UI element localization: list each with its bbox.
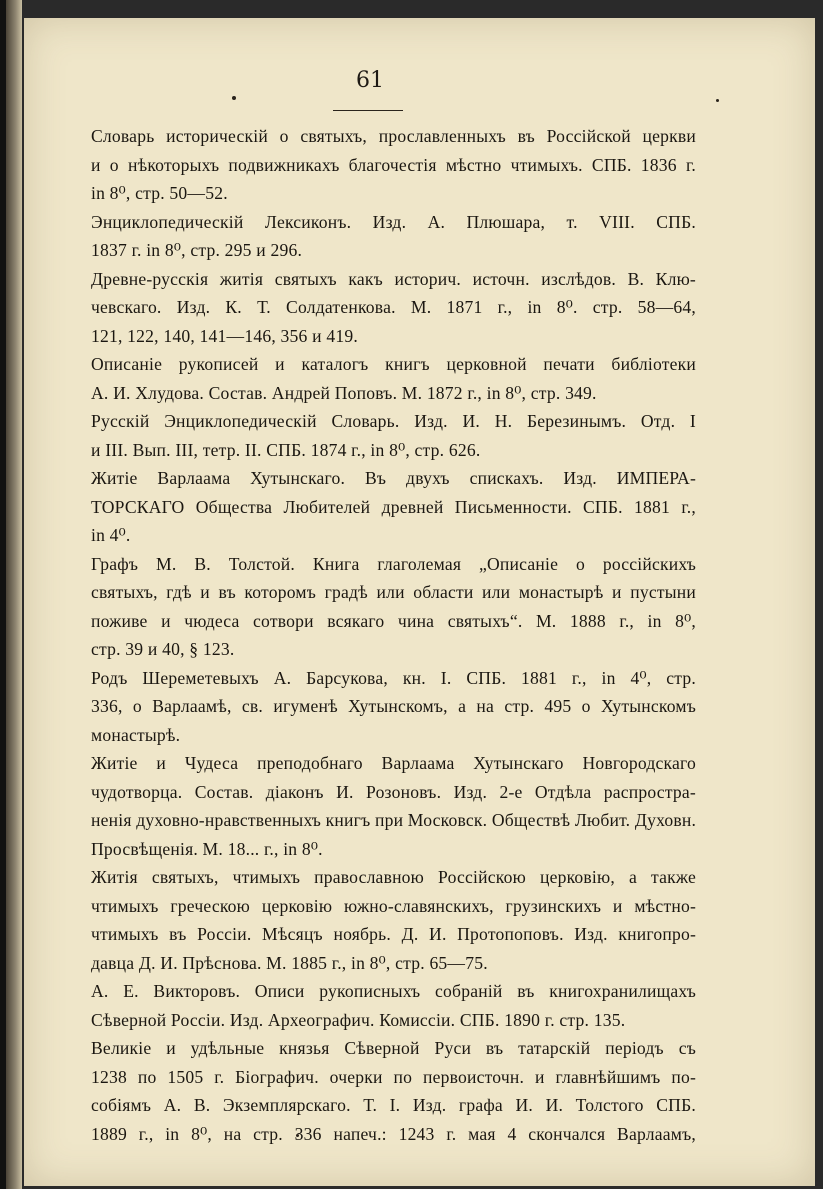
- text-line: Родъ Шереметевыхъ А. Барсукова, кн. I. СПБ. 1881 г., in 4⁰, стр.: [91, 667, 696, 688]
- print-speck: [716, 99, 719, 102]
- text-line: чудотворца. Состав. діаконъ И. Розоновъ. Изд. 2-е Отдѣла распростра-: [91, 781, 696, 802]
- text-line: Житіе и Чудеса преподобнаго Варлаама Хутынскаго Новгородскаго: [91, 753, 696, 773]
- text-line: давца Д. И. Прѣснова. М. 1885 г., in 8⁰, стр. 65—75.: [91, 952, 488, 973]
- text-line: поживе и чюдеса сотвори всякаго чина святыхъ“. М. 1888 г., in 8⁰,: [91, 610, 696, 631]
- text-line: Описаніе рукописей и каталогъ книгъ церковной печати библіотеки: [91, 354, 696, 374]
- print-speck: [232, 96, 236, 100]
- text-line: Житія святыхъ, чтимыхъ православною Россійскою церковію, а также: [91, 867, 696, 887]
- page-number: 61: [356, 68, 384, 93]
- text-line: А. Е. Викторовъ. Описи рукописныхъ собраній въ книгохранилищахъ: [91, 981, 696, 1001]
- text-line: in 4⁰.: [91, 525, 131, 545]
- text-line: Житіе Варлаама Хутынскаго. Въ двухъ спискахъ. Изд. ИМПЕРА-: [91, 468, 696, 488]
- text-line: А. И. Хлудова. Состав. Андрей Поповъ. М. 1872 г., in 8⁰, стр. 349.: [91, 382, 597, 403]
- text-line: Великіе и удѣльные князья Сѣверной Руси въ татарскій періодъ съ: [91, 1038, 696, 1058]
- text-line: Графъ М. В. Толстой. Книга глаголемая „Описаніе о россійскихъ: [91, 553, 696, 574]
- text-line: Сѣверной Россіи. Изд. Археографич. Комиссіи. СПБ. 1890 г. стр. 135.: [91, 1009, 626, 1030]
- text-line: монастырѣ.: [91, 724, 181, 745]
- text-line: in 8⁰, стр. 50—52.: [91, 183, 228, 203]
- page-number-rule: [333, 110, 403, 111]
- text-line: 1837 г. in 8⁰, стр. 295 и 296.: [91, 240, 303, 260]
- text-line: и III. Вып. III, тетр. II. СПБ. 1874 г., in 8⁰, стр. 626.: [91, 439, 481, 460]
- text-line: чевскаго. Изд. К. Т. Солдатенкова. М. 1871 г., in 8⁰. стр. 58—64,: [91, 297, 696, 317]
- text-line: Просвѣщенія. М. 18... г., in 8⁰.: [91, 838, 323, 859]
- text-line: чтимыхъ въ Россіи. Мѣсяцъ ноябрь. Д. И. Протопоповъ. Изд. книгопро-: [91, 924, 696, 944]
- text-line: Русскій Энциклопедическій Словарь. Изд. И. Н. Березинымъ. Отд. I: [91, 411, 696, 431]
- text-line: 336, о Варлаамѣ, св. игуменѣ Хутынскомъ, а на стр. 495 о Хутынскомъ: [91, 696, 696, 716]
- text-line: и о нѣкоторыхъ подвижникахъ благочестія мѣстно чтимыхъ. СПБ. 1836 г.: [91, 154, 696, 175]
- text-line: чтимыхъ греческою церковію южно-славянскихъ, грузинскихъ и мѣстно-: [91, 895, 696, 916]
- text-line: святыхъ, гдѣ и въ которомъ градѣ или области или монастырѣ и пустыни: [91, 582, 696, 602]
- text-line: стр. 39 и 40, § 123.: [91, 639, 235, 659]
- text-line: Энциклопедическій Лексиконъ. Изд. А. Плюшара, т. VIII. СПБ.: [91, 211, 696, 232]
- text-line: собіямъ А. В. Экземплярскаго. Т. I. Изд. графа И. И. Толстого СПБ.: [91, 1095, 696, 1115]
- text-line: ТОРСКАГО Общества Любителей древней Письменности. СПБ. 1881 г.,: [91, 496, 696, 517]
- book-spine-shadow: [6, 0, 22, 1189]
- bibliography-text: [91, 122, 696, 1148]
- text-line: Словарь историческій о святыхъ, прославленныхъ въ Россійской церкви: [91, 126, 696, 146]
- text-line: 1889 г., in 8⁰, на стр. 336 напеч.: 1243 г. мая 4 скончался Варлаамъ,: [91, 1123, 696, 1144]
- text-line: 121, 122, 140, 141—146, 356 и 419.: [91, 325, 358, 346]
- text-line: Древне-русскія житія святыхъ какъ историч. источн. изслѣдов. В. Клю-: [91, 268, 696, 289]
- text-line: ненія духовно-нравственныхъ книгъ при Московск. Обществѣ Любит. Духовн.: [91, 810, 696, 830]
- text-line: 1238 по 1505 г. Біографич. очерки по первоисточн. и главнѣйшимъ по-: [91, 1066, 696, 1087]
